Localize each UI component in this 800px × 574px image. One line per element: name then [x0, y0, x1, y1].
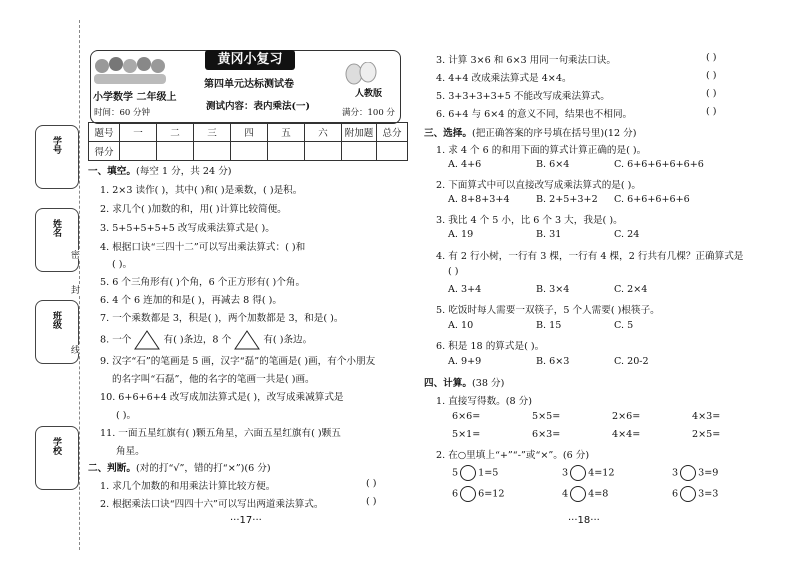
- class-label: 班级: [51, 311, 61, 329]
- calc-2: 2. 在○里填上“+”“-”或“×”。(6 分): [436, 450, 590, 461]
- choice-option: C. 6+6+6+6+6+6: [614, 159, 704, 170]
- choice-option: C. 6+6+6+6+6: [614, 194, 690, 205]
- choice-2: 2. 下面算式中可以直接改写成乘法算式的是( )。: [436, 180, 642, 191]
- operator-item: [562, 486, 608, 502]
- operator-circle-blank[interactable]: [570, 465, 586, 481]
- question-6: 6. 4 个 6 连加的和是( )，再减去 8 得( )。: [100, 295, 282, 306]
- calc-1: 1. 直接写得数。(8 分): [436, 396, 532, 407]
- question-4-cont: ( )。: [112, 259, 133, 270]
- question-7: 7. 一个乘数都是 3，积是( )，两个加数都是 3，和是( )。: [100, 313, 344, 324]
- choice-option: B. 6×4: [536, 159, 570, 170]
- score-input-cell[interactable]: [377, 142, 408, 161]
- judge-3-answer[interactable]: ( ): [706, 52, 717, 63]
- seal-char: 密: [69, 250, 79, 259]
- calc-item: 5×1=: [452, 429, 481, 440]
- choice-6: 6. 积是 18 的算式是( )。: [436, 341, 545, 352]
- operator-circle-blank[interactable]: [680, 486, 696, 502]
- operator-circle-blank[interactable]: [460, 465, 476, 481]
- choice-option: B. 6×3: [536, 356, 570, 367]
- triangle-icon: [134, 330, 160, 350]
- operator-item: [452, 465, 498, 481]
- exam-title: 第四单元达标测试卷: [204, 79, 294, 90]
- section-note: (对的打“√”，错的打“×”)(6 分): [135, 463, 271, 474]
- page-number: 17: [239, 515, 253, 526]
- operator-item: [672, 465, 718, 481]
- choice-option: A. 4+6: [448, 159, 482, 170]
- judge-1-answer[interactable]: ( ): [366, 478, 377, 489]
- judge-4: 4. 4+4 改成乘法算式是 4×4。: [436, 73, 572, 84]
- seal-char: 封: [69, 285, 79, 294]
- judge-6: 6. 6+4 与 6×4 的意义不同，结果也不相同。: [436, 109, 633, 120]
- judge-2: 2. 根据乘法口诀“四四十六”可以写出两道乘法算式。: [100, 499, 324, 510]
- calc-item: 2×5=: [692, 429, 721, 440]
- choice-option: A. 3+4: [448, 284, 482, 295]
- question-8: [100, 330, 312, 350]
- choice-option: A. 19: [448, 229, 474, 240]
- score-input-cell[interactable]: [342, 142, 377, 161]
- question-10: 10. 6+6+6+4 改写成加法算式是( )，改写成乘减算式是: [100, 392, 344, 403]
- operand: 4=12: [588, 467, 615, 479]
- section-note: (38 分): [471, 378, 505, 389]
- choice-option: B. 15: [536, 320, 562, 331]
- section-title: 二、判断。: [88, 463, 136, 474]
- operator-circle-blank[interactable]: [570, 486, 586, 502]
- score-input-cell[interactable]: [231, 142, 268, 161]
- question-11-cont: 角星。: [116, 446, 145, 457]
- operand: 3=3: [698, 488, 719, 500]
- choice-4-cont: ( ): [448, 266, 459, 277]
- page-number: 18: [577, 515, 591, 526]
- judge-2-answer[interactable]: ( ): [366, 496, 377, 507]
- calc-item: 4×3=: [692, 411, 721, 422]
- table-cell: 一: [120, 123, 157, 142]
- binding-sidebar: [0, 0, 82, 574]
- table-cell: 总分: [377, 123, 408, 142]
- section-note: (每空 1 分，共 24 分): [135, 166, 232, 177]
- score-table-score-row: [89, 142, 408, 161]
- subject-grade: 小学数学 二年级上: [93, 92, 177, 103]
- table-cell: 二: [157, 123, 194, 142]
- judge-4-answer[interactable]: ( ): [706, 70, 717, 81]
- operand: 1=5: [478, 467, 499, 479]
- calc-item: 6×3=: [532, 429, 561, 440]
- score-table: [88, 122, 408, 161]
- operator-item: [562, 465, 614, 481]
- question-3: 3. 5+5+5+5+5 改写成乘法算式是( )。: [100, 223, 275, 234]
- page-number-left: ···17···: [230, 515, 262, 526]
- full-score: 满分：100 分: [342, 108, 395, 118]
- judge-5: 5. 3+3+3+3+5 不能改写成乘法算式。: [436, 91, 610, 102]
- name-label: 姓名: [51, 219, 61, 237]
- choice-option: A. 9+9: [448, 356, 482, 367]
- operator-circle-blank[interactable]: [680, 465, 696, 481]
- section-fill-blank: [88, 163, 232, 177]
- seal-char: 线: [69, 345, 79, 354]
- choice-option: C. 20-2: [614, 356, 649, 367]
- operand: 4=8: [588, 488, 609, 500]
- operand: 3=9: [698, 467, 719, 479]
- operand: 6: [672, 488, 679, 500]
- score-input-cell[interactable]: [120, 142, 157, 161]
- operand: 3: [562, 467, 569, 479]
- table-cell: 六: [305, 123, 342, 142]
- choice-option: C. 5: [614, 320, 634, 331]
- question-4: 4. 根据口诀“三四十二”可以写出乘法算式：( )和: [100, 242, 306, 253]
- question-8-part: 有( )条边。: [263, 334, 313, 346]
- question-10-cont: ( )。: [116, 410, 137, 421]
- judge-5-answer[interactable]: ( ): [706, 88, 717, 99]
- table-cell: 五: [268, 123, 305, 142]
- choice-5: 5. 吃饭时每人需要一双筷子，5 个人需要( )根筷子。: [436, 305, 660, 316]
- brand-logo: 黄冈小复习: [205, 50, 295, 70]
- student-id-label: 学号: [51, 136, 61, 154]
- test-content: 测试内容：表内乘法(一): [206, 101, 310, 112]
- choice-option: C. 2×4: [614, 284, 648, 295]
- table-cell: 题号: [89, 123, 120, 142]
- judge-1: 1. 求几个加数的和用乘法计算比较方便。: [100, 481, 276, 492]
- calc-item: 5×5=: [532, 411, 561, 422]
- choice-option: B. 3×4: [536, 284, 570, 295]
- score-input-cell[interactable]: [268, 142, 305, 161]
- question-9-cont: 的名字叫“石磊”，他的名字的笔画一共是( )画。: [112, 374, 315, 385]
- choice-option: B. 2+5+3+2: [536, 194, 598, 205]
- operand: 4: [562, 488, 569, 500]
- table-cell: 得分: [89, 142, 120, 161]
- question-5: 5. 6 个三角形有( )个角，6 个正方形有( )个角。: [100, 277, 306, 288]
- page-number-right: ···18···: [568, 515, 600, 526]
- operand: 6=12: [478, 488, 505, 500]
- section-calc: [424, 375, 504, 389]
- triangle-icon: [234, 330, 260, 350]
- table-cell: 附加题: [342, 123, 377, 142]
- table-cell: 三: [194, 123, 231, 142]
- student-id-tab: [35, 125, 79, 189]
- choice-3: 3. 我比 4 个 5 小，比 6 个 3 大，我是( )。: [436, 215, 623, 226]
- section-choice: [424, 125, 637, 139]
- school-label: 学校: [51, 437, 61, 455]
- operator-item: [452, 486, 504, 502]
- score-input-cell[interactable]: [194, 142, 231, 161]
- score-input-cell[interactable]: [305, 142, 342, 161]
- choice-1: 1. 求 4 个 6 的和用下面的算式计算正确的是( )。: [436, 145, 647, 156]
- question-8-part: 有( )条边，8 个: [163, 334, 232, 346]
- name-tab: [35, 208, 79, 272]
- children-illustration: [92, 52, 167, 86]
- question-2: 2. 求几个( )加数的和，用( )计算比较简便。: [100, 204, 287, 215]
- score-table-header-row: [89, 123, 408, 142]
- choice-option: A. 10: [448, 320, 474, 331]
- choice-option: C. 24: [614, 229, 640, 240]
- calc-item: 2×6=: [612, 411, 641, 422]
- operand: 3: [672, 467, 679, 479]
- section-title: 一、填空。: [88, 166, 136, 177]
- calc-item: 4×4=: [612, 429, 641, 440]
- class-tab: [35, 300, 79, 364]
- section-note: (把正确答案的序号填在括号里)(12 分): [471, 128, 637, 139]
- operand: 5: [452, 467, 459, 479]
- question-1: 1. 2×3 读作( )，其中( )和( )是乘数，( )是积。: [100, 185, 303, 196]
- section-judge: [88, 460, 271, 474]
- question-8-part: 8. 一个: [100, 334, 132, 346]
- table-cell: 四: [231, 123, 268, 142]
- question-9: 9. 汉字“石”的笔画是 5 画，汉字“磊”的笔画是( )画，有个小朋友: [100, 356, 376, 367]
- section-title: 四、计算。: [424, 378, 472, 389]
- time-limit: 时间：60 分钟: [94, 108, 151, 118]
- score-input-cell[interactable]: [157, 142, 194, 161]
- question-11: 11. 一面五星红旗有( )颗五角星，六面五星红旗有( )颗五: [100, 428, 341, 439]
- choice-option: A. 8+8+3+4: [448, 194, 510, 205]
- operand: 6: [452, 488, 459, 500]
- edition-label: 人教版: [355, 89, 383, 99]
- school-tab: [35, 426, 79, 490]
- operator-circle-blank[interactable]: [460, 486, 476, 502]
- judge-3: 3. 计算 3×6 和 6×3 用同一句乘法口诀。: [436, 55, 617, 66]
- section-title: 三、选择。: [424, 128, 472, 139]
- calc-item: 6×6=: [452, 411, 481, 422]
- choice-4: 4. 有 2 行小树，一行有 3 棵，一行有 4 棵，2 行共有几棵？正确算式是: [436, 251, 744, 262]
- operator-item: [672, 486, 718, 502]
- choice-option: B. 31: [536, 229, 562, 240]
- judge-6-answer[interactable]: ( ): [706, 106, 717, 117]
